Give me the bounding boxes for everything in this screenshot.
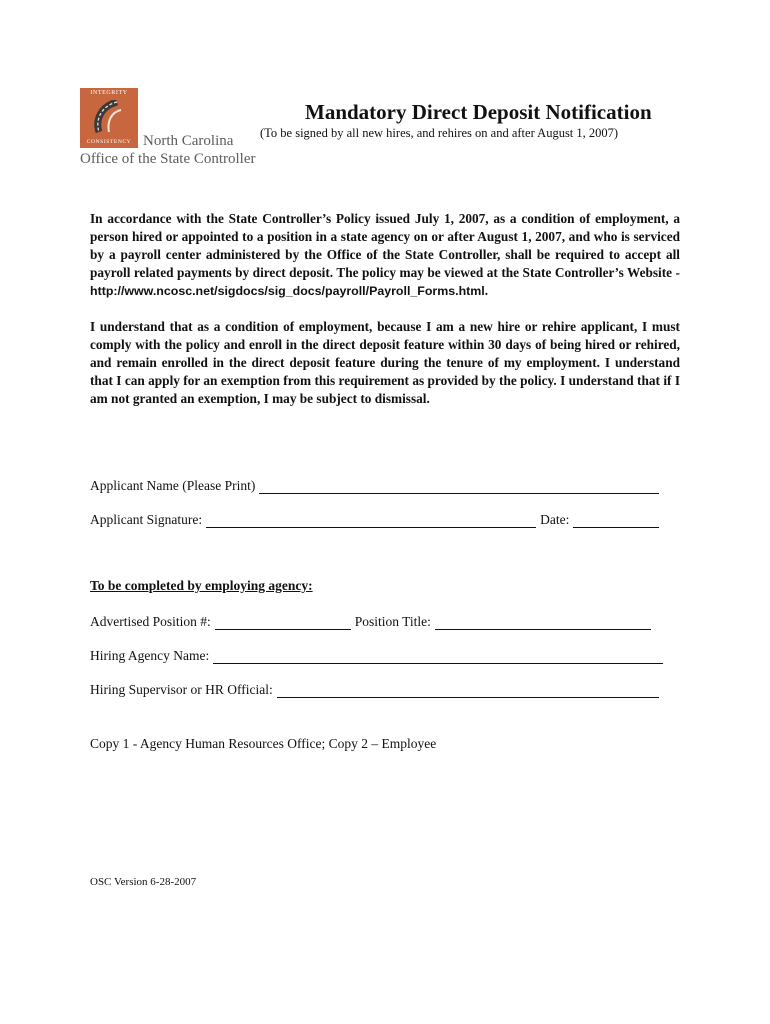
policy-url-link[interactable]: http://www.ncosc.net/sigdocs/sig_docs/payroll/Payroll_Forms.html xyxy=(90,284,485,298)
emblem-lettering-bottom: CONSISTENCY xyxy=(86,139,132,145)
page-subtitle: (To be signed by all new hires, and rehires on and after August 1, 2007) xyxy=(260,126,619,140)
logo-office-name: Office of the State Controller xyxy=(80,151,256,167)
hiring-agency-field[interactable] xyxy=(213,650,663,664)
page-title: Mandatory Direct Deposit Notification xyxy=(305,100,652,124)
position-number-label: Advertised Position #: xyxy=(90,614,211,629)
logo-north-carolina: North Carolina xyxy=(143,133,234,149)
hiring-agency-row xyxy=(90,648,663,664)
applicant-signature-row xyxy=(90,512,659,528)
osc-logo xyxy=(80,88,255,170)
road-arc-icon xyxy=(93,100,123,134)
supervisor-field[interactable] xyxy=(277,684,659,698)
applicant-name-row xyxy=(90,478,659,494)
date-field[interactable] xyxy=(573,514,659,528)
policy-text-end: . xyxy=(484,283,489,298)
position-number-field[interactable] xyxy=(215,616,351,630)
applicant-name-label: Applicant Name (Please Print) xyxy=(90,478,256,493)
applicant-signature-field[interactable] xyxy=(206,514,536,528)
applicant-name-field[interactable] xyxy=(259,480,659,494)
integrity-consistency-emblem xyxy=(80,88,138,148)
applicant-signature-label: Applicant Signature: xyxy=(90,512,203,527)
policy-text: In accordance with the State Controller’s Policy issued July 1, 2007, as a condition of employment, a person hired or appointed to a position in a state agency on or after August 1, 2007, and who is serviced by a payroll center administered by the Office of the State Controller, shall be required to accept all payroll related payments by direct deposit. The policy may be viewed at the State Controller’s Website - xyxy=(90,211,680,280)
emblem-lettering-top: INTEGRITY xyxy=(90,90,128,96)
policy-paragraph xyxy=(90,210,680,300)
copy-distribution: Copy 1 - Agency Human Resources Office; Copy 2 – Employee xyxy=(90,736,437,751)
supervisor-label: Hiring Supervisor or HR Official: xyxy=(90,682,273,697)
hiring-agency-label: Hiring Agency Name: xyxy=(90,648,210,663)
position-row xyxy=(90,614,651,630)
date-label: Date: xyxy=(540,512,570,527)
acknowledgement-paragraph: I understand that as a condition of employment, because I am a new hire or rehire applicant, I must comply with the policy and enroll in the direct deposit feature within 30 days of being hired or rehired, and remain enrolled in the direct deposit feature during the tenure of my employment. I understand that I can apply for an exemption from this requirement as provided by the policy. I understand that if I am not granted an exemption, I may be subject to dismissal. xyxy=(90,319,680,406)
form-version: OSC Version 6-28-2007 xyxy=(90,876,197,888)
position-title-label: Position Title: xyxy=(354,614,431,629)
supervisor-row xyxy=(90,682,659,698)
position-title-field[interactable] xyxy=(435,616,651,630)
agency-section-heading: To be completed by employing agency: xyxy=(90,578,313,593)
